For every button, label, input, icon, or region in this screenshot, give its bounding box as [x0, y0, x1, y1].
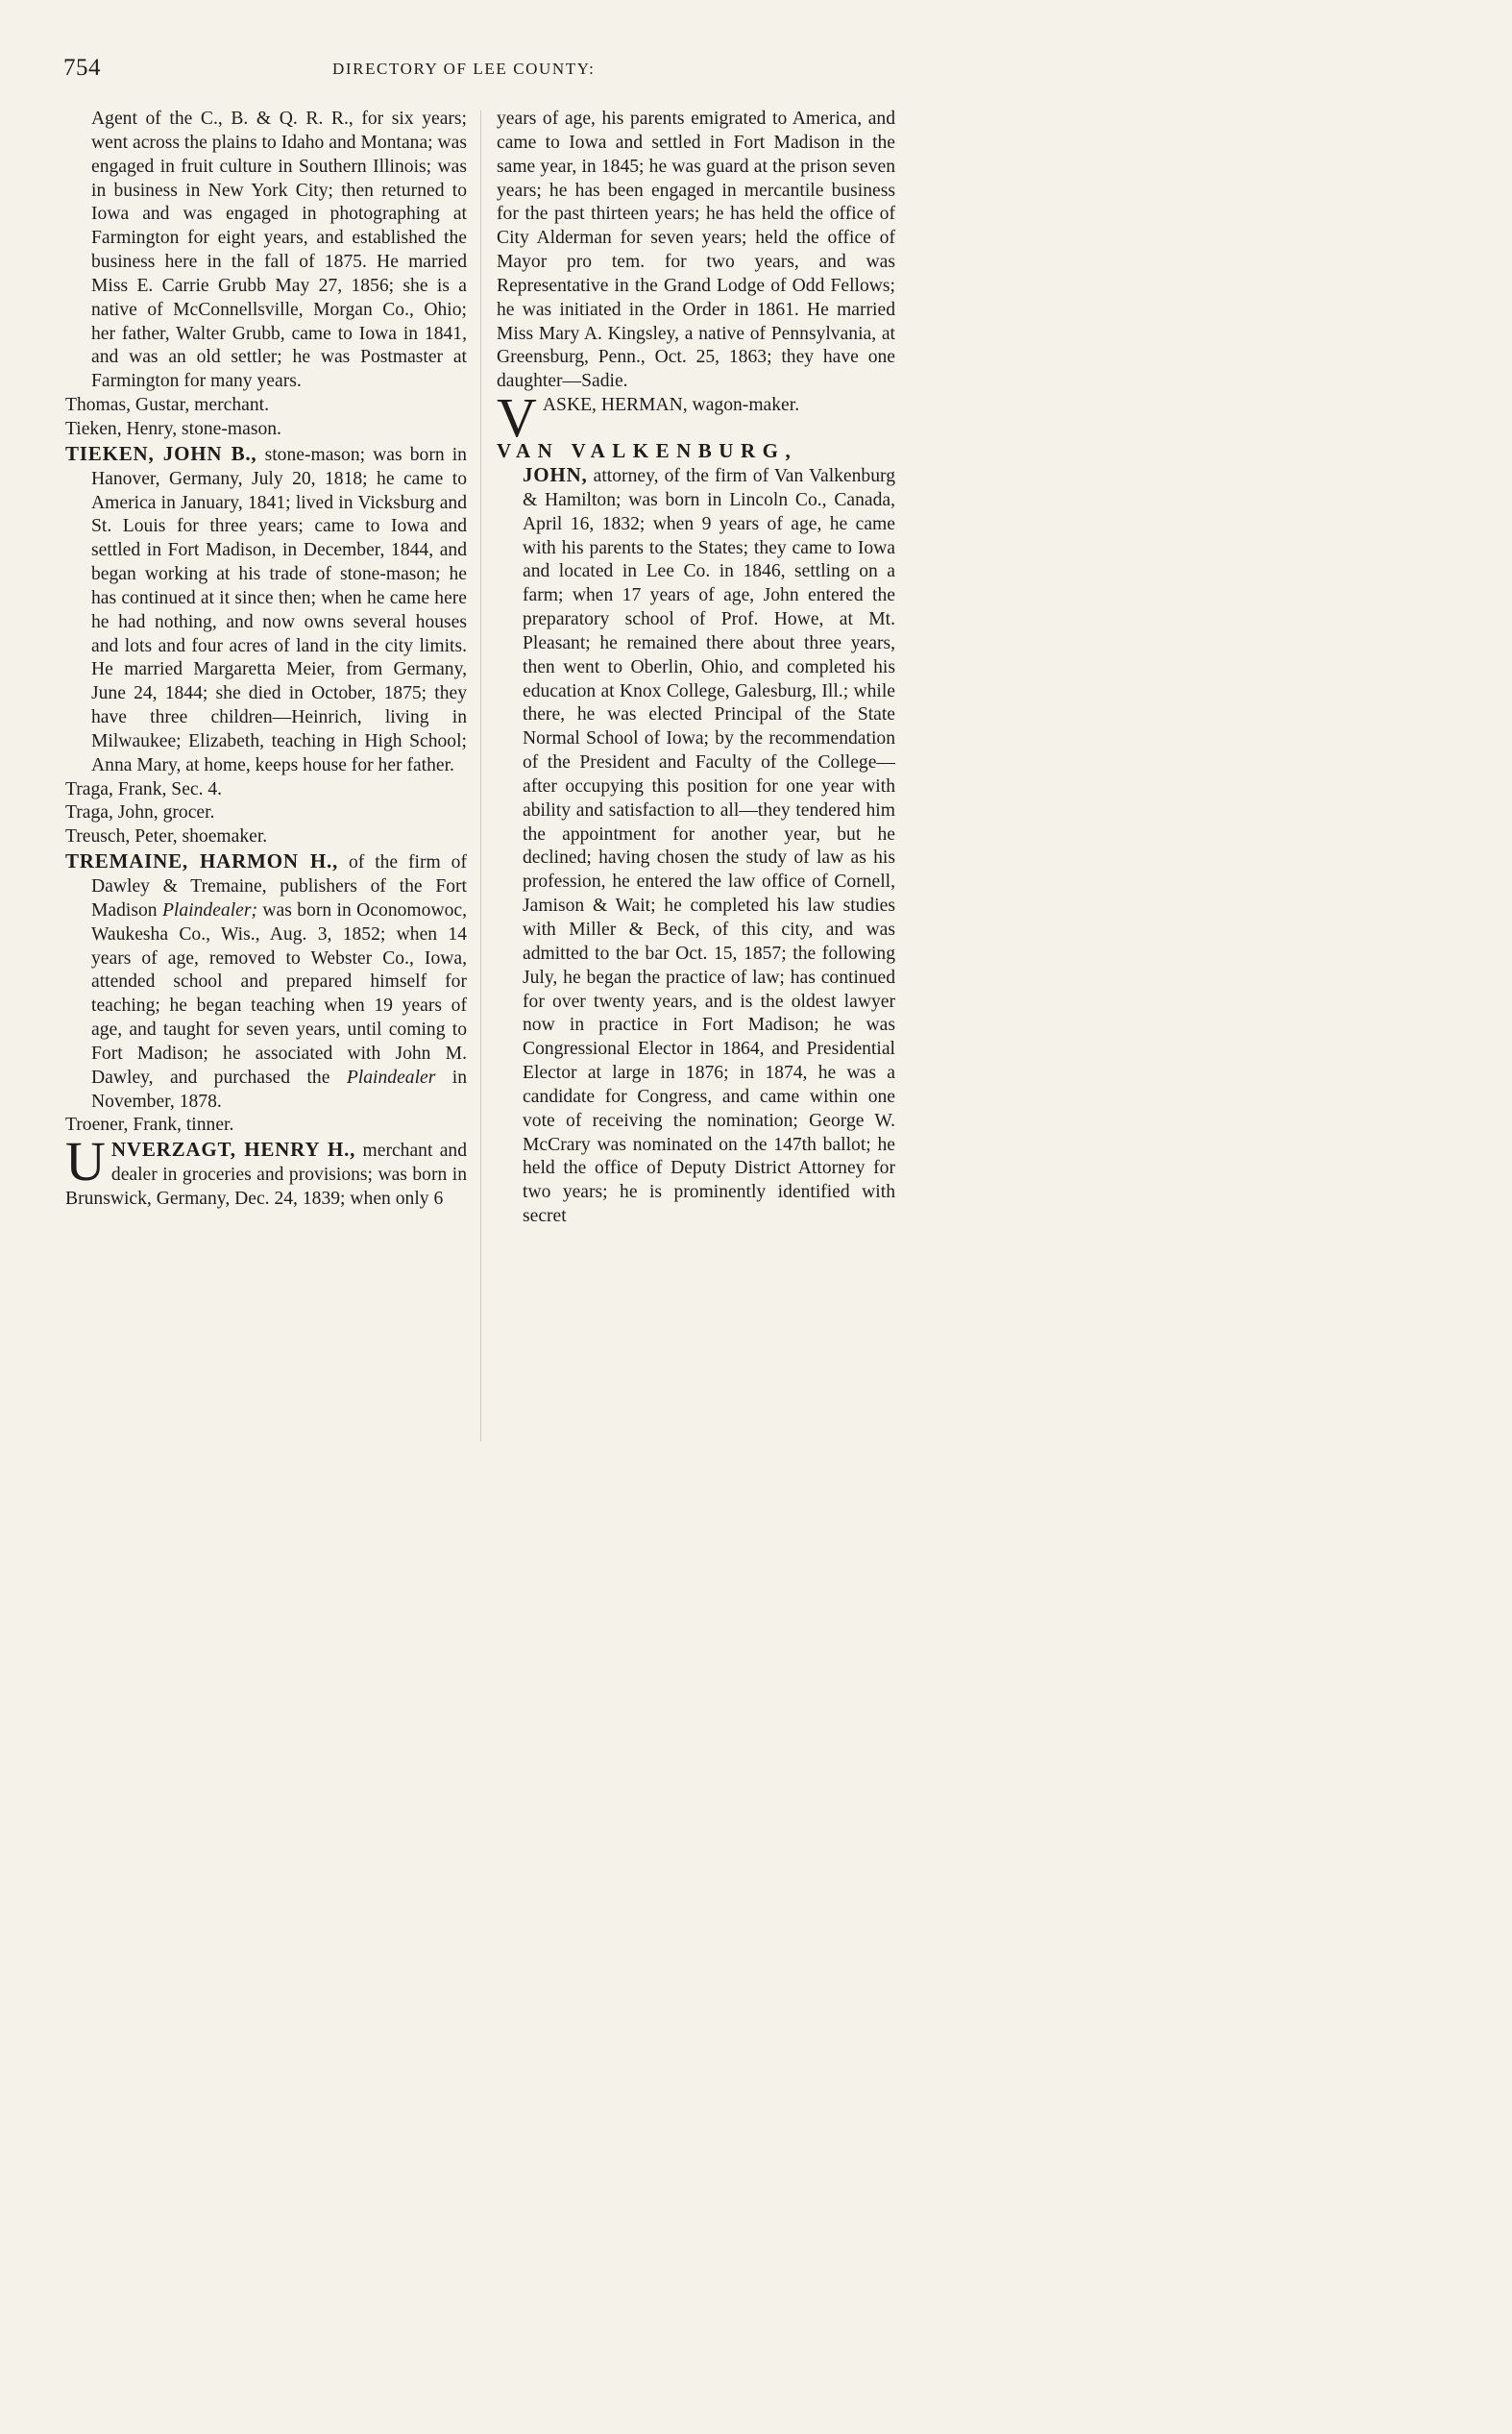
entry-text: in November, 1878.: [91, 1067, 468, 1112]
entry-text: was born in Oconomowoc, Waukesha Co., Wis., Aug. 3, 1852; when 14 years of age, removed to Webster Co., Iowa, attended school and prepared himself for teaching; he began teaching when 19 years of age, and taught for seven years, until coming to Fort Madison; he associated with John M. Dawley, and purchased the: [91, 899, 467, 1088]
biography-entry-tremaine: [65, 849, 467, 1114]
newspaper-title: Plaindealer;: [161, 899, 257, 921]
directory-entry-troener: Troener, Frank, tinner.: [65, 1115, 234, 1136]
right-column: [497, 108, 895, 1229]
directory-entry-thomas: Thomas, Gustar, merchant.: [65, 395, 269, 416]
continued-entry: [65, 108, 467, 394]
entry-text: of the firm of Dawley & Tremaine, publishers of the Fort Madison: [91, 852, 467, 921]
directory-entry-vaske: [497, 386, 895, 450]
entry-text: merchant and dealer in groceries and provisions; was born in Brunswick, Germany, Dec. 24, 1839; when only 6: [65, 1141, 467, 1209]
drop-cap-letter: V: [497, 386, 537, 450]
entry-text: ASKE, HERMAN, wagon-maker.: [542, 395, 800, 416]
biography-entry-unverzagt: [65, 1130, 467, 1212]
entry-text: stone-mason; was born in Hanover, Germany, July 20, 1818; he came to America in January, 1841; lived in Vicksburg and St. Louis for three years; came to Iowa and settled in Fort Madison, in December, 1844, and began working at his trade of stone-mason; he has continued at it since then; when he came here he had nothing, and now owns several houses and lots and four acres of land in the city limits. He married Margaretta Meier, from Germany, June 24, 1844; she died in October, 1875; they have three children—Heinrich, living in Milwaukee; Elizabeth, teaching in High School; Anna Mary, at home, keeps house for her father.: [91, 444, 467, 775]
directory-entry-traga-frank: Traga, Frank, Sec. 4.: [65, 778, 223, 799]
page-number: 754: [63, 55, 101, 81]
entry-name: NVERZAGT, HENRY H.,: [110, 1138, 356, 1162]
biography-entry-tieken-john: [65, 442, 467, 778]
entry-name: TIEKEN, JOHN B.,: [65, 441, 257, 465]
continued-entry: [497, 108, 895, 394]
left-column: [65, 108, 467, 1212]
directory-entry-tieken-henry: Tieken, Henry, stone-mason.: [65, 418, 281, 439]
entry-text: attorney, of the firm of Van Valkenburg & Hamilton; was born in Lincoln Co., Canada, April 16, 1832; when 9 years of age, he came with his parents to the States; they came to Iowa and located in Lee Co. in 1846, settling on a farm; when 17 years of age, John entered the preparatory school of Prof. Howe, at Mt. Pleasant; he remained there about three years, then went to Oberlin, Ohio, and completed his education at Knox College, Galesburg, Ill.; while there, he was elected Principal of the State Normal School of Iowa; by the recommendation of the President and Faculty of the College—after occupying this position for one year with ability and satisfaction to all—they tendered him the appointment for another year, but he declined; having chosen the study of law as his profession, he entered the law office of Cornell, Jamison & Wait; he completed his law studies with Miller & Beck, of this city, and was admitted to the bar Oct. 15, 1857; the following July, he began the practice of law; has continued for over twenty years, and is the oldest lawyer now in practice in Fort Madison; he was Congressional Elector in 1864, and Presidential Elector at large in 1876; in 1874, he was a candidate for Congress, and came within one vote of receiving the nomination; George W. McCrary was nominated on the 147th ballot; he held the office of Deputy District Attorney for two years; he is prominently identified with secret: [523, 465, 895, 1227]
column-divider: [480, 111, 481, 1441]
entry-text: years of age, his parents emigrated to America, and came to Iowa and settled in Fort Madison in the same year, in 1845; he was guard at the prison seven years; he has been engaged in mercantile business for the past thirteen years; he has held the office of City Alderman for seven years; held the office of Mayor pro tem. for two years, and was Representative in the Grand Lodge of Odd Fellows; he was initiated in the Order in 1861. He married Miss Mary A. Kingsley, a native of Pennsylvania, at Greensburg, Penn., Oct. 25, 1863; they have one daughter—Sadie.: [497, 109, 895, 392]
entry-name: VAN VALKENBURG,: [497, 439, 798, 463]
directory-entry-traga-john: Traga, John, grocer.: [65, 802, 215, 824]
drop-cap-letter: U: [65, 1130, 106, 1193]
biography-entry-van-valkenburg: [497, 439, 895, 1229]
entry-text: Agent of the C., B. & Q. R. R., for six years; went across the plains to Idaho and Montana; was engaged in fruit culture in Southern Illinois; was in business in New York City; then returned to Iowa and was engaged in photographing at Farmington for eight years, and established the business here in the fall of 1875. He married Miss E. Carrie Grubb May 27, 1856; she is a native of McConnellsville, Morgan Co., Ohio; her father, Walter Grubb, came to Iowa in 1841, and was an old settler; he was Postmaster at Farmington for many years.: [91, 109, 467, 392]
newspaper-title: Plaindealer: [346, 1067, 436, 1088]
entry-name: TREMAINE, HARMON H.,: [65, 849, 339, 873]
entry-name-continued: JOHN,: [523, 462, 588, 486]
directory-entry-treusch: Treusch, Peter, shoemaker.: [65, 826, 268, 848]
running-head: DIRECTORY OF LEE COUNTY:: [332, 60, 596, 78]
